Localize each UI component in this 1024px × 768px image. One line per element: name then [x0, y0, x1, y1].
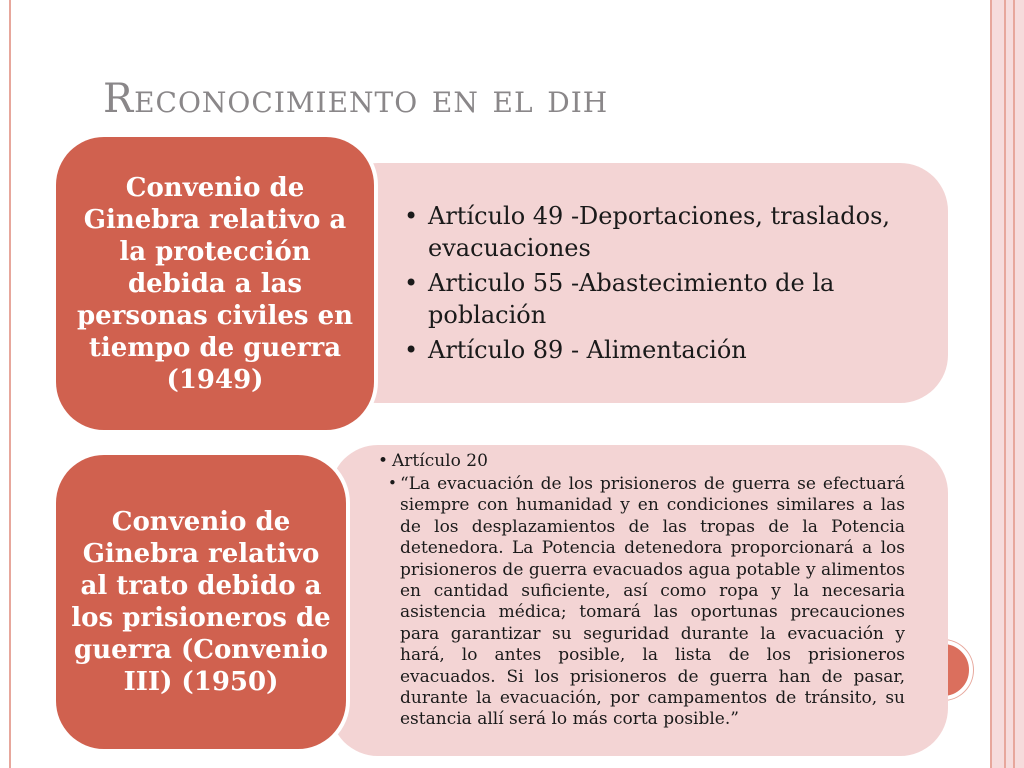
slide-title: Reconocimiento en el dih — [103, 76, 609, 122]
convenio-civiles-box — [56, 137, 374, 430]
list-item: • Artículo 49 -Deportaciones, traslados, evacuaciones — [404, 200, 924, 264]
convenio-prisioneros-box — [56, 455, 346, 749]
convenio-civiles-label: Convenio de Ginebra relativo a la protección debida a las personas civiles en tiempo de guerra (1949) — [76, 172, 354, 395]
articles-list-civiles — [404, 200, 924, 369]
frame-left-line — [9, 0, 11, 768]
frame-right-line — [1013, 0, 1015, 768]
list-item: • Artículo 89 - Alimentación — [404, 334, 924, 366]
quote-bullet: • — [388, 474, 397, 492]
article-20-heading: • Artículo 20 — [378, 451, 488, 471]
frame-right-band — [990, 0, 1024, 768]
article-20-quote: “La evacuación de los prisioneros de guerra se efectuará siempre con humanidad y en condiciones similares a las de los desplazamientos de las tropas de la Potencia detenedora. La Potencia detenedora proporcionará a los prisioneros de guerra evacuados agua potable y alimentos en cantidad suficiente, así como ropa y la necesaria asistencia médica; tomará las oportunas precauciones para garantizar su seguridad durante la evacuación y hará, lo antes posible, la lista de los prisioneros evacuados. Si los prisioneros de guerra han de pasar, durante la evacuación, por campamentos de tránsito, su estancia allí será lo más corta posible.” — [400, 474, 905, 730]
convenio-prisioneros-label: Convenio de Ginebra relativo al trato debido a los prisioneros de guerra (Convenio III) (1950) — [71, 507, 331, 697]
frame-right-line — [1004, 0, 1006, 768]
frame-right-line — [990, 0, 992, 768]
list-item: • Articulo 55 -Abastecimiento de la población — [404, 267, 924, 331]
